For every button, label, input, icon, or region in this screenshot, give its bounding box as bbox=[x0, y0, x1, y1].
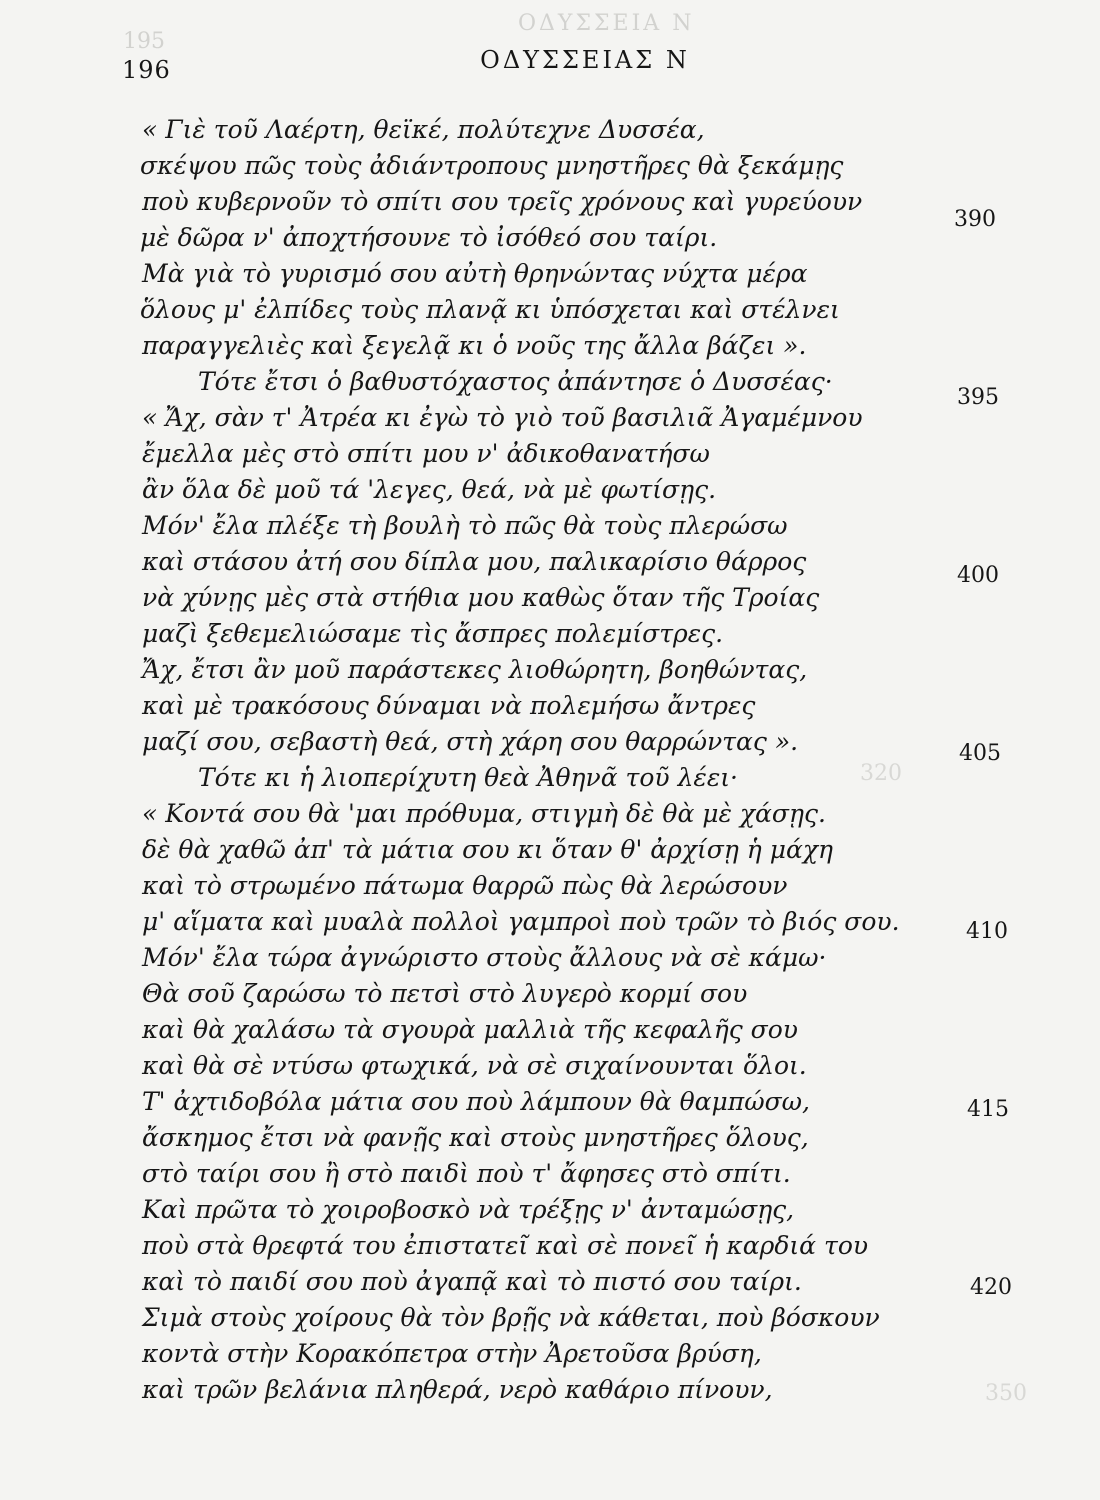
verse-line: καὶ θὰ χαλάσω τὰ σγουρὰ μαλλιὰ τῆς κεφαλῆς σου bbox=[142, 1015, 798, 1044]
verse-line: νὰ χύνῃς μὲς στὰ στήθια μου καθὼς ὅταν τῆς Τροίας bbox=[142, 583, 820, 612]
verse-line: μ' αἵματα καὶ μυαλὰ πολλοὶ γαμπροὶ ποὺ τρῶν τὸ βιός σου. bbox=[142, 907, 900, 936]
verse-line: ποὺ στὰ θρεφτά του ἐπιστατεῖ καὶ σὲ πονεῖ ἡ καρδιά του bbox=[142, 1231, 869, 1260]
verse-line: « Γιὲ τοῦ Λαέρτη, θεϊκέ, πολύτεχνε Δυσσέα, bbox=[142, 115, 705, 144]
verse-line: μὲ δῶρα ν' ἀποχτήσουνε τὸ ἰσόθεό σου ταίρι. bbox=[140, 223, 718, 252]
verse-line: « Ἄχ, σὰν τ' Ἀτρέα κι ἐγὼ τὸ γιὸ τοῦ βασιλιᾶ Ἀγαμέμνου bbox=[142, 403, 863, 432]
verse-line: ἔμελλα μὲς στὸ σπίτι μου ν' ἀδικοθανατήσω bbox=[142, 439, 710, 468]
bleed-margin-number: 350 bbox=[985, 1381, 1027, 1406]
running-title: ΟΔΥΣΣΕΙΑΣ Ν bbox=[480, 46, 690, 74]
line-number: 400 bbox=[957, 563, 999, 588]
verse-line: μαζὶ ξεθεμελιώσαμε τὶς ἄσπρες πολεμίστρες. bbox=[142, 619, 724, 648]
verse-line: Θὰ σοῦ ζαρώσω τὸ πετσὶ στὸ λυγερὸ κορμί σου bbox=[142, 979, 748, 1008]
line-number: 405 bbox=[959, 741, 1001, 766]
verse-line: Μὰ γιὰ τὸ γυρισμό σου αὐτὴ θρηνώντας νύχτα μέρα bbox=[142, 259, 808, 288]
verse-line: « Κοντά σου θὰ 'μαι πρόθυμα, στιγμὴ δὲ θὰ μὲ χάσῃς. bbox=[142, 799, 826, 828]
bleed-running-title: ΟΔΥΣΣΕΙΑ Ν bbox=[518, 11, 695, 36]
verse-line: δὲ θὰ χαθῶ ἀπ' τὰ μάτια σου κι ὅταν θ' ἀρχίσῃ ἡ μάχη bbox=[142, 835, 833, 864]
verse-line: Τότε ἔτσι ὁ βαθυστόχαστος ἀπάντησε ὁ Δυσσέας· bbox=[198, 367, 833, 396]
verse-line: ἂν ὅλα δὲ μοῦ τά 'λεγες, θεά, νὰ μὲ φωτίσῃς. bbox=[142, 475, 717, 504]
verse-line: ποὺ κυβερνοῦν τὸ σπίτι σου τρεῖς χρόνους καὶ γυρεύουν bbox=[142, 187, 863, 216]
verse-line: Σιμὰ στοὺς χοίρους θὰ τὸν βρῇς νὰ κάθεται, ποὺ βόσκουν bbox=[142, 1303, 880, 1332]
verse-line: Μόν' ἔλα τώρα ἀγνώριστο στοὺς ἄλλους νὰ σὲ κάμω· bbox=[142, 943, 827, 972]
verse-line: Τ' ἀχτιδοβόλα μάτια σου ποὺ λάμπουν θὰ θαμπώσω, bbox=[142, 1087, 810, 1116]
verse-line: Καὶ πρῶτα τὸ χοιροβοσκὸ νὰ τρέξῃς ν' ἀνταμώσῃς, bbox=[142, 1195, 795, 1224]
verse-line: Ἄχ, ἔτσι ἂν μοῦ παράστεκες λιοθώρητη, βοηθώντας, bbox=[142, 655, 808, 684]
verse-line: Τότε κι ἡ λιοπερίχυτη θεὰ Ἀθηνᾶ τοῦ λέει· bbox=[198, 763, 738, 792]
verse-line: Μόν' ἔλα πλέξε τὴ βουλὴ τὸ πῶς θὰ τοὺς πλερώσω bbox=[142, 511, 788, 540]
verse-line: ἄσκημος ἔτσι νὰ φανῇς καὶ στοὺς μνηστῆρες ὅλους, bbox=[142, 1123, 809, 1152]
verse-line: καὶ θὰ σὲ ντύσω φτωχικά, νὰ σὲ σιχαίνουνται ὅλοι. bbox=[142, 1051, 807, 1080]
verse-line: σκέψου πῶς τοὺς ἀδιάντροπους μνηστῆρες θὰ ξεκάμῃς bbox=[140, 151, 844, 180]
verse-line: κοντὰ στὴν Κορακόπετρα στὴν Ἀρετοῦσα βρύση, bbox=[142, 1339, 762, 1368]
bleed-margin-number: 320 bbox=[860, 761, 902, 786]
verse-line: καὶ τὸ στρωμένο πάτωμα θαρρῶ πὼς θὰ λερώσουν bbox=[142, 871, 788, 900]
verse-line: καὶ τρῶν βελάνια πληθερά, νερὸ καθάριο πίνουν, bbox=[142, 1375, 773, 1404]
page-number: 196 bbox=[122, 56, 171, 84]
verse-line: μαζί σου, σεβαστὴ θεά, στὴ χάρη σου θαρρώντας ». bbox=[142, 727, 799, 756]
verse-line: στὸ ταίρι σου ἢ στὸ παιδὶ ποὺ τ' ἄφησες στὸ σπίτι. bbox=[142, 1159, 791, 1188]
verse-line: καὶ μὲ τρακόσους δύναμαι νὰ πολεμήσω ἄντρες bbox=[142, 691, 756, 720]
verse-line: παραγγελιὲς καὶ ξεγελᾷ κι ὁ νοῦς της ἄλλα βάζει ». bbox=[142, 331, 807, 360]
bleed-page-number: 195 bbox=[123, 29, 165, 54]
line-number: 395 bbox=[957, 385, 999, 410]
line-number: 410 bbox=[966, 919, 1008, 944]
line-number: 390 bbox=[954, 207, 996, 232]
line-number: 415 bbox=[967, 1097, 1009, 1122]
verse-line: καὶ τὸ παιδί σου ποὺ ἀγαπᾷ καὶ τὸ πιστό σου ταίρι. bbox=[142, 1267, 802, 1296]
verse-line: ὅλους μ' ἐλπίδες τοὺς πλανᾷ κι ὑπόσχεται καὶ στέλνει bbox=[140, 295, 840, 324]
line-number: 420 bbox=[970, 1275, 1012, 1300]
verse-line: καὶ στάσου ἀτή σου δίπλα μου, παλικαρίσιο θάρρος bbox=[142, 547, 807, 576]
